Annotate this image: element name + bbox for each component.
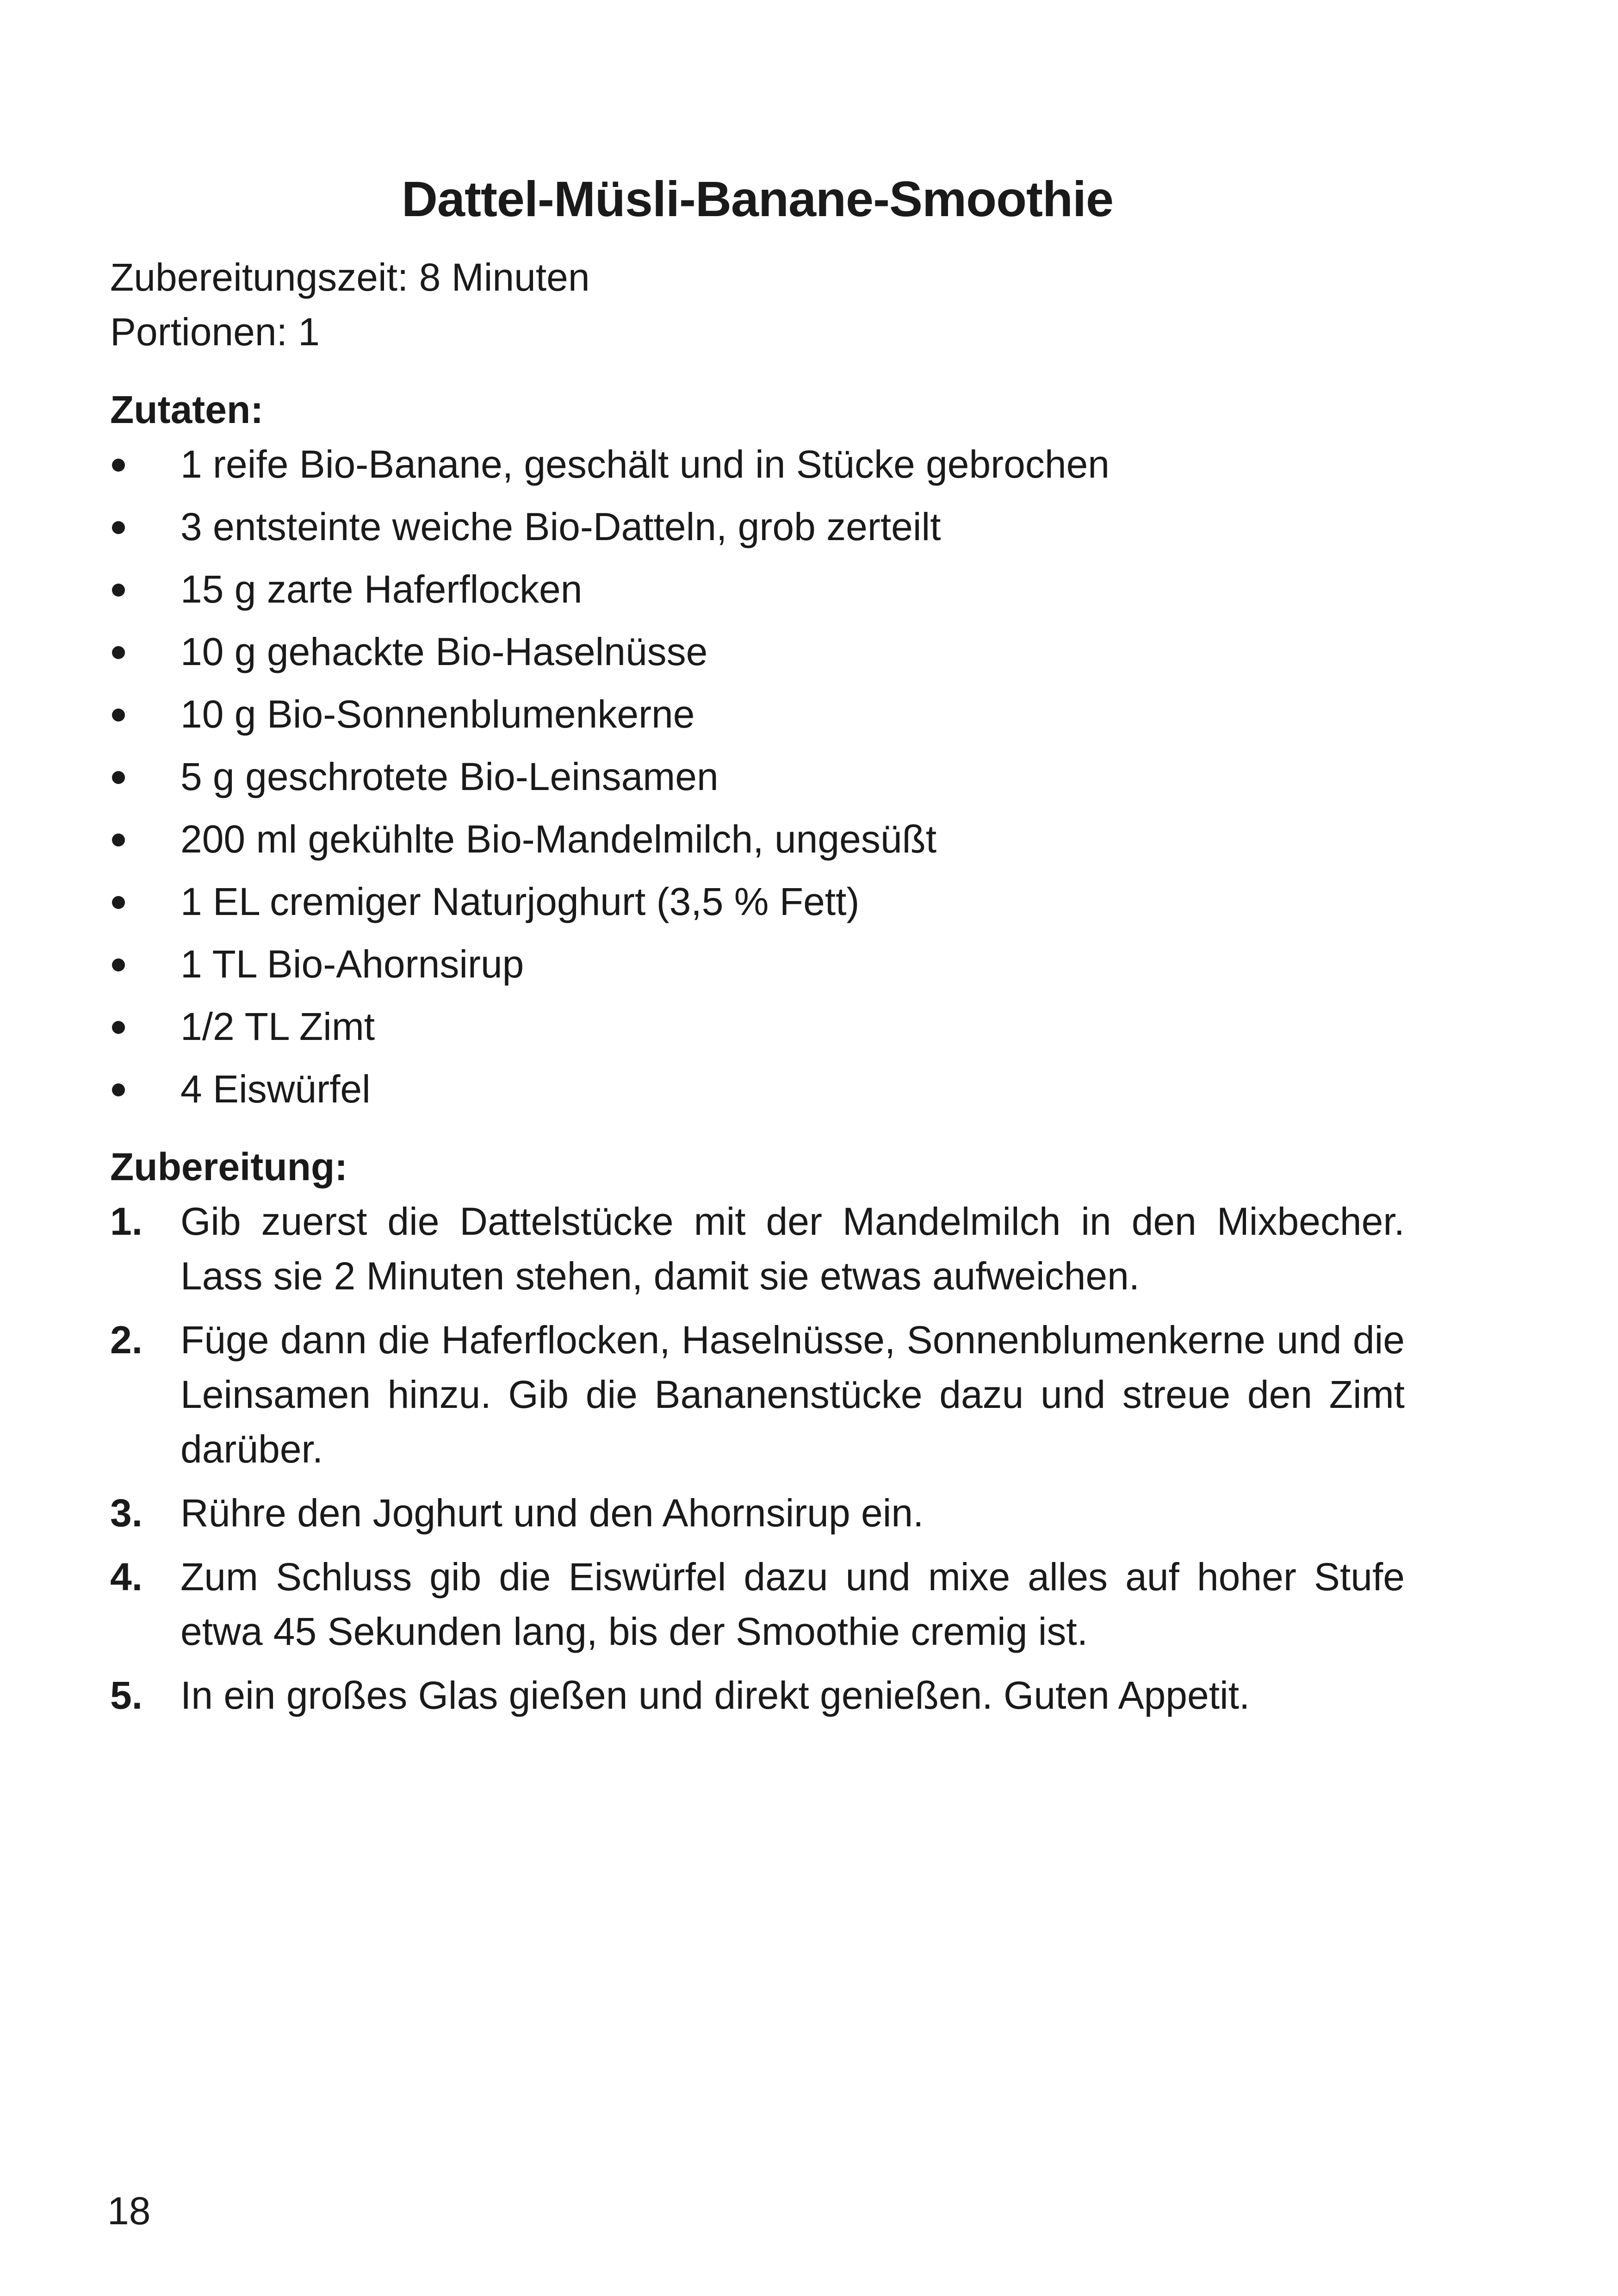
ingredient-item bbox=[110, 812, 1405, 866]
bullet-icon bbox=[112, 896, 125, 909]
page-number: 18 bbox=[107, 2189, 151, 2233]
step-item bbox=[110, 1313, 1405, 1476]
steps-heading: Zubereitung: bbox=[110, 1145, 348, 1188]
ingredient-item bbox=[110, 687, 1405, 741]
ingredient-item bbox=[110, 749, 1405, 804]
bullet-icon bbox=[112, 521, 125, 534]
ingredient-text: 1/2 TL Zimt bbox=[180, 1005, 375, 1048]
bullet-icon bbox=[112, 1083, 125, 1096]
ingredient-item bbox=[110, 499, 1405, 554]
ingredient-text: 1 EL cremiger Naturjoghurt (3,5 % Fett) bbox=[180, 880, 860, 923]
ingredient-text: 10 g Bio-Sonnenblumenkerne bbox=[180, 692, 695, 736]
ingredient-item bbox=[110, 874, 1405, 929]
ingredient-item bbox=[110, 624, 1405, 679]
steps-list bbox=[110, 1194, 1405, 1723]
prep-time: Zubereitungszeit: 8 Minuten bbox=[110, 255, 590, 299]
ingredient-item bbox=[110, 562, 1405, 616]
ingredient-text: 1 TL Bio-Ahornsirup bbox=[180, 942, 524, 986]
bullet-icon bbox=[112, 646, 125, 659]
step-number: 1. bbox=[110, 1200, 143, 1243]
bullet-icon bbox=[112, 459, 125, 472]
ingredient-item bbox=[110, 937, 1405, 991]
portions: Portionen: 1 bbox=[110, 310, 320, 354]
ingredient-text: 200 ml gekühlte Bio-Mandelmilch, ungesüßt bbox=[180, 817, 937, 861]
ingredient-item bbox=[110, 437, 1405, 492]
ingredient-text: 10 g gehackte Bio-Haselnüsse bbox=[180, 630, 708, 673]
bullet-icon bbox=[112, 958, 125, 971]
step-number: 2. bbox=[110, 1318, 143, 1362]
step-text: Gib zuerst die Dattelstücke mit der Mandelmilch in den Mixbecher. Lass sie 2 Minuten stehen, damit sie etwas aufweichen. bbox=[180, 1200, 1405, 1298]
step-item bbox=[110, 1549, 1405, 1659]
ingredient-text: 15 g zarte Haferflocken bbox=[180, 567, 583, 611]
step-item bbox=[110, 1194, 1405, 1303]
step-number: 3. bbox=[110, 1491, 143, 1535]
ingredient-item bbox=[110, 1062, 1405, 1116]
step-number: 5. bbox=[110, 1674, 143, 1717]
bullet-icon bbox=[112, 771, 125, 784]
recipe-title: Dattel-Müsli-Banane-Smoothie bbox=[401, 171, 1114, 227]
step-item bbox=[110, 1668, 1405, 1723]
step-number: 4. bbox=[110, 1555, 143, 1599]
ingredient-text: 1 reife Bio-Banane, geschält und in Stücke gebrochen bbox=[180, 442, 1110, 486]
recipe-content bbox=[110, 167, 1405, 1732]
ingredient-text: 3 entsteinte weiche Bio-Datteln, grob zerteilt bbox=[180, 505, 941, 548]
step-item bbox=[110, 1486, 1405, 1540]
ingredient-item bbox=[110, 999, 1405, 1054]
bullet-icon bbox=[112, 584, 125, 597]
step-text: Füge dann die Haferflocken, Haselnüsse, Sonnenblumenkerne und die Leinsamen hinzu. Gib die Bananenstücke dazu und streue den Zimt darüber. bbox=[180, 1318, 1405, 1471]
ingredients-list bbox=[110, 437, 1405, 1116]
ingredients-heading: Zutaten: bbox=[110, 388, 264, 431]
ingredient-text: 5 g geschrotete Bio-Leinsamen bbox=[180, 755, 719, 798]
bullet-icon bbox=[112, 834, 125, 846]
step-text: Zum Schluss gib die Eiswürfel dazu und mixe alles auf hoher Stufe etwa 45 Sekunden lang, bis der Smoothie cremig ist. bbox=[180, 1555, 1405, 1653]
bullet-icon bbox=[112, 1021, 125, 1034]
bullet-icon bbox=[112, 709, 125, 722]
step-text: In ein großes Glas gießen und direkt genießen. Guten Appetit. bbox=[180, 1674, 1250, 1717]
step-text: Rühre den Joghurt und den Ahornsirup ein. bbox=[180, 1491, 924, 1535]
ingredient-text: 4 Eiswürfel bbox=[180, 1067, 371, 1111]
